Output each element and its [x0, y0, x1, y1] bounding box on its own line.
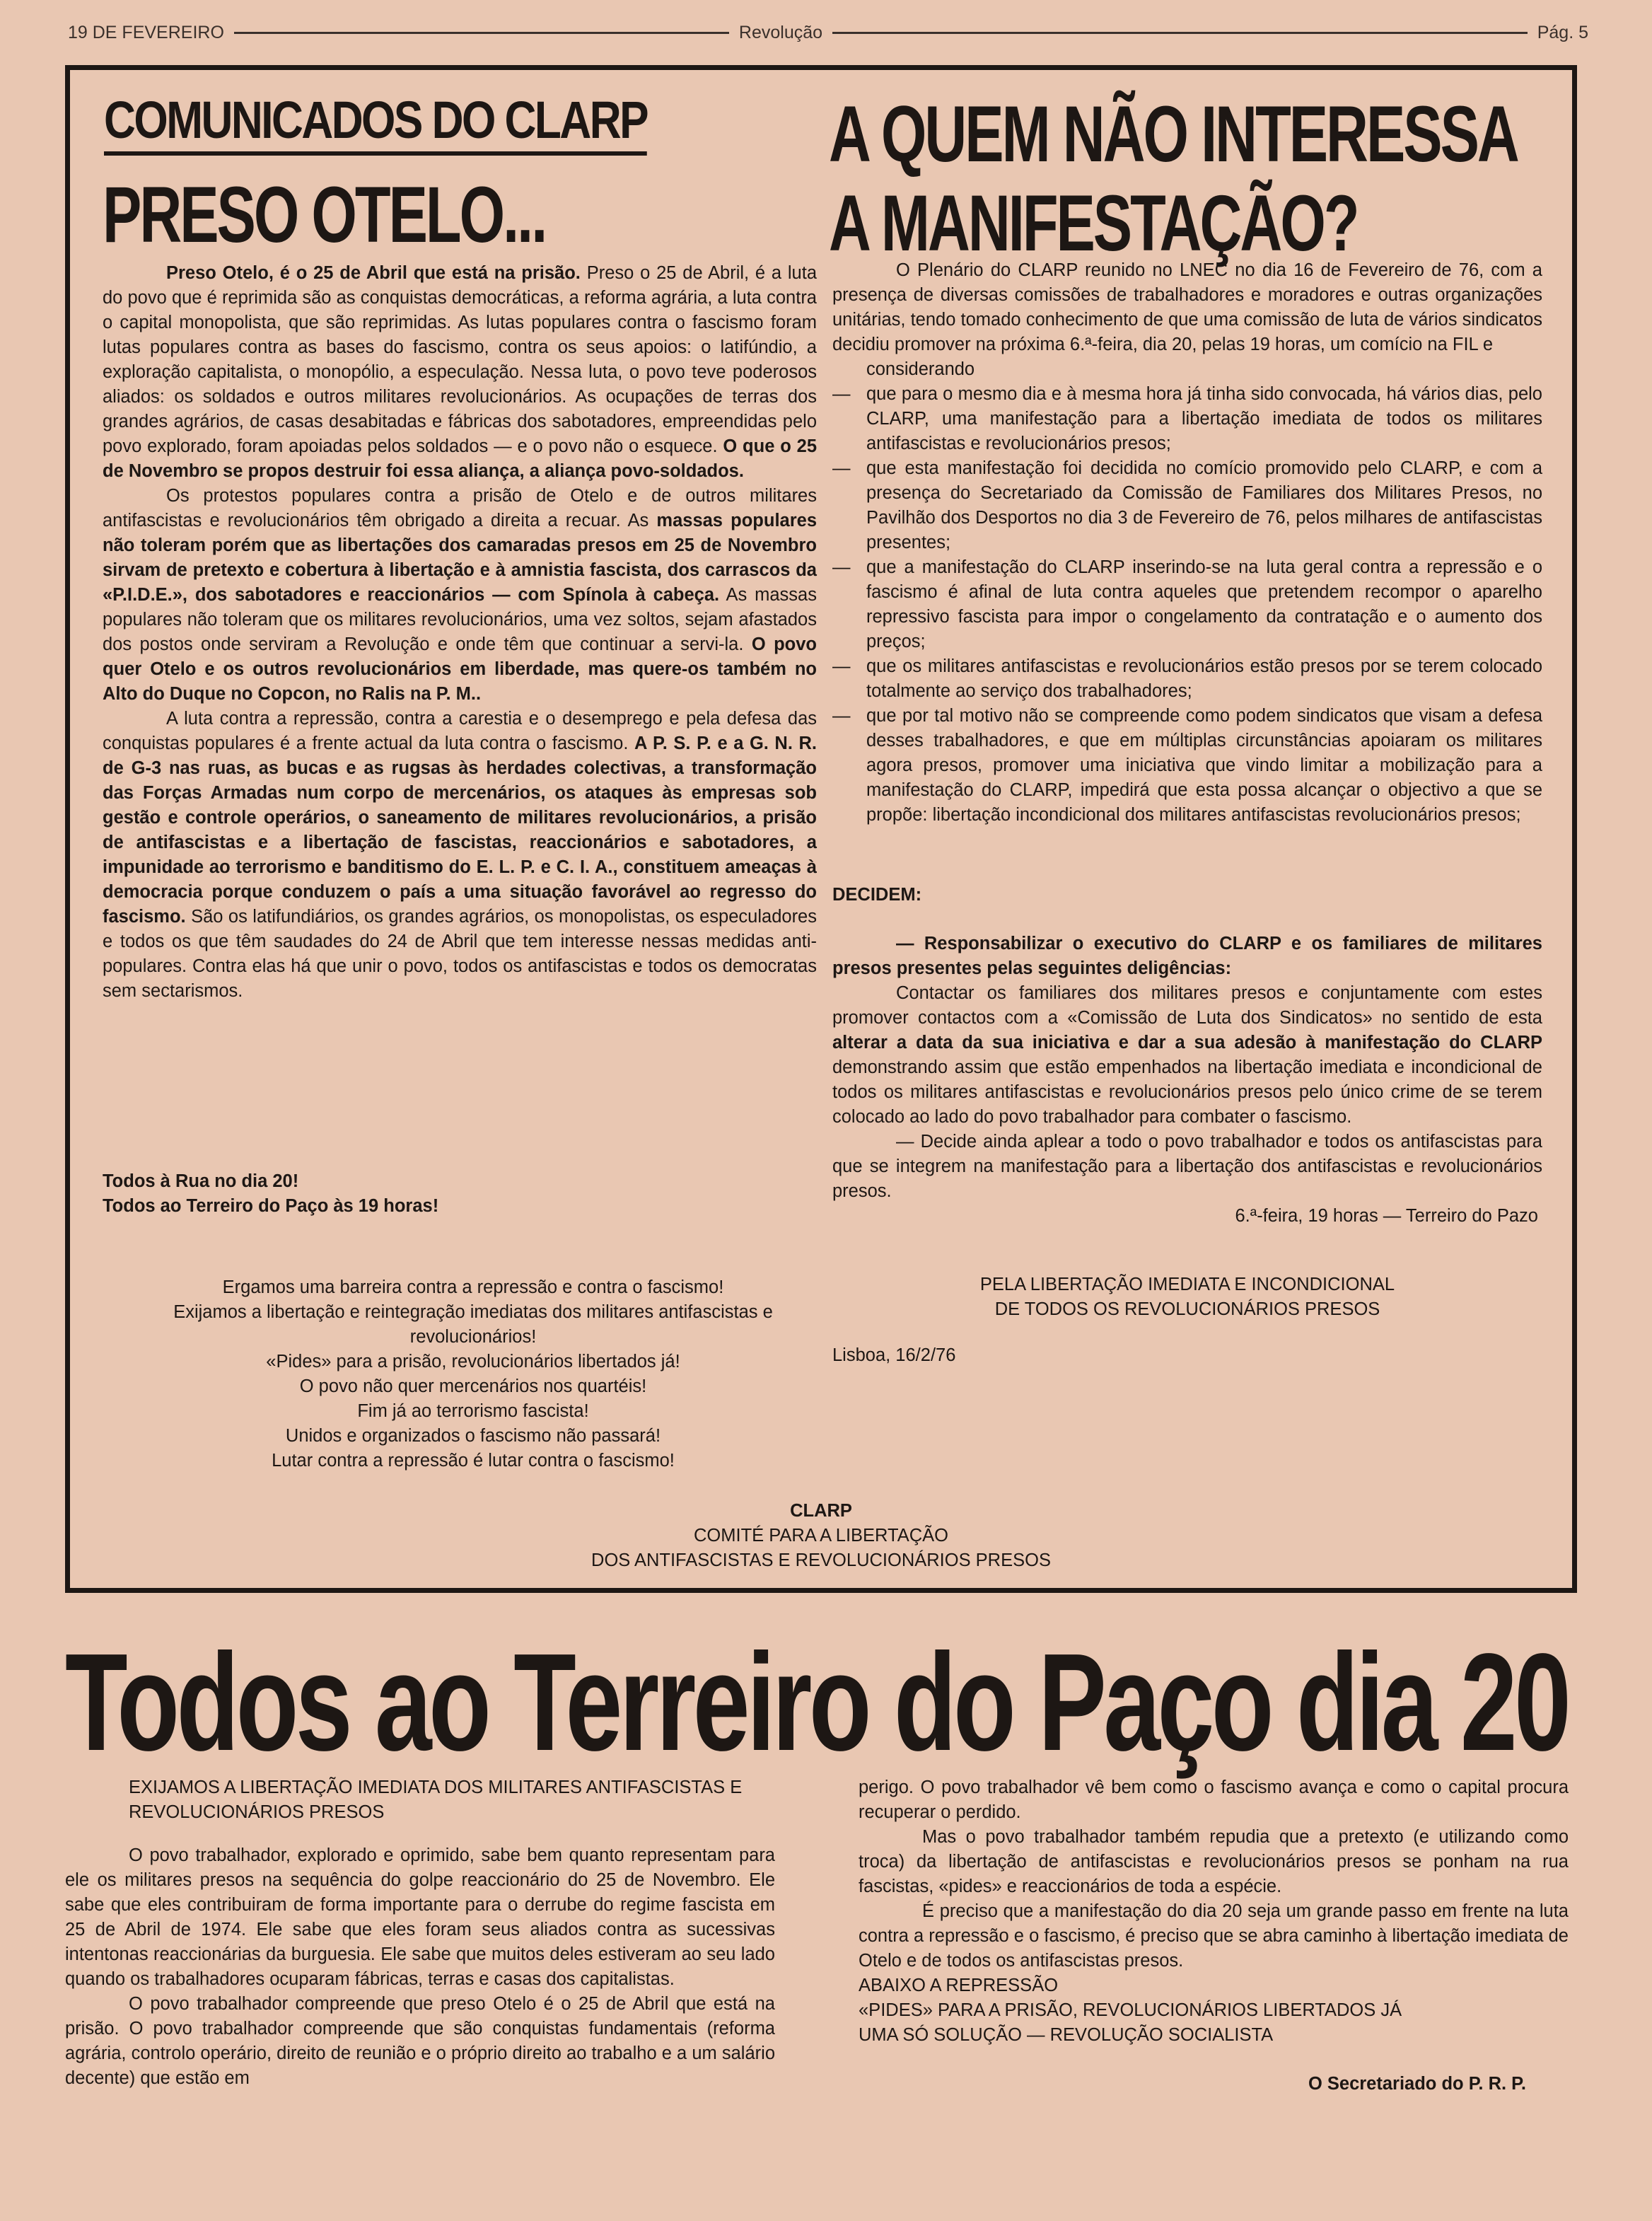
chant: O povo não quer mercenários nos quartéis! — [299, 1376, 647, 1396]
item-text: que para o mesmo dia e à mesma hora já tinha sido convocada, há vários dias, pelo CLARP, uma manifestação para a libertação imediata de todos os militares antifascistas e revolucionários presos; — [866, 384, 1542, 453]
header-rule — [234, 32, 729, 34]
decision-2: — Decide ainda aplear a todo o povo trabalhador e todos os antifascistas para que se integrem na manifestação para a libertação dos antifascistas e revolucionários presos. — [832, 1132, 1542, 1201]
considerando-item: — que esta manifestação foi decidida no comício promovido pelo CLARP, e com a presença do Secretariado da Comissão de Familiares dos Militares Presos, no Pavilhão dos Desportos no dia 3 de Fevereiro de 76, pelos milhares de antifascistas presentes; — [832, 458, 1542, 552]
text-run: A luta contra a repressão, contra a carestia e o desemprego e pela defesa das conquistas populares é a frente actual da luta contra o fascismo. — [103, 709, 817, 753]
chant: Exijamos a libertação e reintegração imediatas dos militares antifascistas e revolucionários! — [173, 1302, 773, 1347]
chant: Unidos e organizados o fascismo não passará! — [285, 1426, 661, 1446]
right-headline-line1: A QUEM NÃO INTERESSA — [829, 90, 1518, 178]
signature-line: COMITÉ PARA A LIBERTAÇÃO — [694, 1526, 948, 1546]
considerando-label: considerando — [866, 359, 975, 379]
paragraph: Mas o povo trabalhador também repudia que a pretexto (e utilizando como troca) da libertação de antifascistas e revolucionários presos se ponham na rua fascistas, «pides» e reaccionários de toda a espécie. — [859, 1827, 1569, 1896]
item-text: que a manifestação do CLARP inserindo-se na luta geral contra a repressão e o fascismo é afinal de luta contra aqueles que pretendem recompor o aparelho repressivo fascista para impor o congelamento da contratação e o aumento dos preços; — [866, 557, 1542, 651]
lower-headline: Todos ao Terreiro do Paço dia 20 — [65, 1625, 1569, 1780]
lower-left-column — [65, 1775, 775, 2091]
paragraph — [103, 261, 817, 484]
bold-run: Preso Otelo, é o 25 de Abril que está na prisão. — [166, 263, 581, 283]
bold-run: massas populares não toleram porém que as libertações dos camaradas presos em 25 de Novembro sirvam de pretexto e cobertura à libertação e à amnistia fascista, dos carrascos da «P.I.D.E.», dos sabotadores e reaccionários — com Spínola à cabeça. — [103, 511, 818, 605]
bold-run: A P. S. P. e a G. N. R. de G-3 nas ruas, as bucas e as rugsas às herdades colectivas, a transformação das Forças Armadas num corpo de mercenários, os ataques às empresas sob gestão e controle operários, o saneamento de militares revolucionários, a prisão de antifascistas e a libertação de fascistas, reaccionários e sabotadores, a impunidade ao terrorismo e banditismo do E. L. P. e C. I. A., constituem ameaças à democracia porque conduzem o país a uma situação favorável ao regresso do fascismo. — [103, 733, 817, 927]
paragraph: O povo trabalhador, explorado e oprimido, sabe bem quanto representam para ele os militares presos na sequência do golpe reaccionário do 25 de Novembro. Ele sabe que eles contribuiram de forma importante para o derrube do regime fascista em 25 de Abril de 1974. Ele sabe que eles foram seus aliados contra as sucessivas intentonas reaccionárias da burguesia. Ele sabe que muitos deles estiveram ao seu lado quando os trabalhadores ocuparam fábricas, terras e casas dos capitalistas. — [65, 1845, 775, 1989]
bold-run: O povo quer Otelo e os outros revolucionários em liberdade, mas quere-os também no Alto do Duque no Copcon, no Ralis na P. M.. — [103, 634, 817, 704]
paragraph: O povo trabalhador compreende que preso Otelo é o 25 de Abril que está na prisão. O povo trabalhador compreende que são conquistas fundamentais (reforma agrária, controlo operário, direito de reunião e o próprio direito ao trabalho e a um salário decente) que estão em — [65, 1994, 775, 2088]
slogan-line: PELA LIBERTAÇÃO IMEDIATA E INCONDICIONAL — [979, 1275, 1395, 1294]
item-text: que os militares antifascistas e revolucionários estão presos por se terem colocado totalmente ao serviço dos trabalhadores; — [866, 656, 1542, 701]
chants-list — [148, 1275, 798, 1473]
text-run: São os latifundiários, os grandes agrários, os monopolistas, os especuladores e todos os que têm saudades do 24 de Abril que tem interesse nessas medidas anti-populares. Contra elas há que unir o povo, todos os antifascistas e todos os democratas sem sectarismos. — [103, 907, 817, 1001]
rally-line: Todos à Rua no dia 20! — [103, 1171, 299, 1191]
considerando-item: — que para o mesmo dia e à mesma hora já tinha sido convocada, há vários dias, pelo CLARP, uma manifestação para a libertação imediata de todos os militares antifascistas e revolucionários presos; — [832, 384, 1542, 453]
section-kicker: COMUNICADOS DO CLARP — [104, 90, 647, 156]
header-paper-name: Revolução — [738, 22, 823, 42]
text-run: Os protestos populares contra a prisão de Otelo e de outros militares antifascistas e revolucionários têm obrigado a direita a recuar. As — [103, 486, 817, 530]
place-date: Lisboa, 16/2/76 — [832, 1345, 956, 1365]
header-page-number: Pág. 5 — [1537, 22, 1588, 42]
left-column — [103, 261, 817, 1004]
paragraph — [103, 707, 817, 1004]
clarp-box — [65, 65, 1577, 1593]
time-place: 6.ª-feira, 19 horas — Terreiro do Pazo — [1235, 1206, 1538, 1226]
signature-line: DOS ANTIFASCISTAS E REVOLUCIONÁRIOS PRESOS — [591, 1550, 1051, 1570]
slogan-line: UMA SÓ SOLUÇÃO — REVOLUÇÃO SOCIALISTA — [859, 2025, 1274, 2045]
decision-1-body — [832, 981, 1542, 1130]
intro-paragraph: O Plenário do CLARP reunido no LNEC no dia 16 de Fevereiro de 76, com a presença de diversas comissões de trabalhadores e moradores e outras organizações unitárias, tendo tomado conhecimento de que uma comissão de luta de vários sindicatos decidiu promover na próxima 6.ª-feira, dia 20, pelas 19 horas, um comício na FIL e — [832, 260, 1542, 354]
left-headline: PRESO OTELO... — [103, 170, 546, 259]
text-run: Contactar os familiares dos militares presos e conjuntamente com estes promover contactos com a «Comissão de Luta dos Sindicatos» no sentido de esta — [832, 983, 1542, 1028]
chant: «Pides» para a prisão, revolucionários libertados já! — [266, 1352, 680, 1372]
paragraph — [103, 484, 817, 707]
header-date: 19 DE FEVEREIRO — [68, 22, 224, 42]
text-run: Preso o 25 de Abril, é a luta do povo que é reprimida são as conquistas democráticas, a reforma agrária, a luta contra o capital monopolista, que são reprimidas. As lutas populares contra o fascismo foram lutas populares contra as bases do fascismo, contra os seus apoios: o latifúndio, a exploração capitalista, o monopólio, a especulação. Nessa luta, o povo teve poderosos aliados: os soldados e outros militares revolucionários. As ocupações de terras dos grandes agrários, de casas desabitadas e fábricas dos sabotadores, empreendidas pelo povo explorado, foram apoiadas pelos soldados — e o povo não o esquece. — [103, 263, 818, 456]
text-run: demonstrando assim que estão empenhados na libertação imediata e incondicional de todos os militares antifascistas e revolucionários presos pelo único crime de se terem colocado ao lado do povo trabalhador para combater o fascismo. — [832, 1057, 1542, 1127]
considerando-item: — que por tal motivo não se compreende como podem sindicatos que visam a defesa desses trabalhadores, e que em múltiplas circunstâncias apoiaram os militares agora presos, promover uma iniciativa que vindo limitar a mobilização para a manifestação do CLARP, impedirá que esta possa alcançar o objectivo a que se propõe: libertação incondicional dos militares antifascistas revolucionários presos; — [832, 706, 1542, 825]
lower-subtitle: EXIJAMOS A LIBERTAÇÃO IMEDIATA DOS MILITARES ANTIFASCISTAS E REVOLUCIONÁRIOS PRESOS — [129, 1778, 743, 1822]
right-headline-line2: A MANIFESTAÇÃO? — [829, 179, 1358, 267]
decision-1-heading: — Responsabilizar o executivo do CLARP e os familiares de militares presos presentes pelas seguintes deligências: — [832, 934, 1542, 978]
rally-line: Todos ao Terreiro do Paço às 19 horas! — [103, 1196, 439, 1216]
right-column — [832, 258, 1542, 1368]
slogan-line: DE TODOS OS REVOLUCIONÁRIOS PRESOS — [994, 1299, 1380, 1319]
bold-run: alterar a data da sua iniciativa e dar a sua adesão à manifestação do CLARP — [832, 1033, 1542, 1052]
rally-call — [103, 1169, 796, 1219]
text-run: As massas populares não toleram que os militares revolucionários, uma vez soltos, sejam afastados dos postos onde serviram a Revolução e onde têm que continuar a servi-la. — [103, 585, 817, 654]
header-rule — [832, 32, 1528, 34]
lower-right-column — [859, 1775, 1569, 2097]
chant: Ergamos uma barreira contra a repressão e contra o fascismo! — [222, 1277, 724, 1297]
bold-run: O que o 25 de Novembro se propos destruir foi essa aliança, a aliança povo-soldados. — [103, 436, 817, 481]
slogan-line: ABAIXO A REPRESSÃO — [859, 1976, 1059, 1995]
paragraph: perigo. O povo trabalhador vê bem como o fascismo avança e como o capital procura recuperar o perdido. — [859, 1778, 1569, 1822]
item-text: que por tal motivo não se compreende como podem sindicatos que visam a defesa desses trabalhadores, e que em múltiplas circunstâncias apoiaram os militares agora presos, promover uma iniciativa que vindo limitar a mobilização para a manifestação do CLARP, impedirá que esta possa alcançar o objectivo a que se propõe: libertação incondicional dos militares antifascistas revolucionários presos; — [866, 706, 1542, 825]
signature-org: CLARP — [790, 1501, 852, 1521]
chant: Fim já ao terrorismo fascista! — [357, 1401, 589, 1421]
paragraph: É preciso que a manifestação do dia 20 seja um grande passo em frente na luta contra a repressão e o fascismo, é preciso que se abra caminho à libertação imediata de Otelo e de todos os antifascistas presos. — [859, 1901, 1569, 1971]
clarp-signature — [70, 1499, 1572, 1573]
running-header — [68, 18, 1588, 47]
decidem-label: DECIDEM: — [832, 885, 922, 905]
considerando-item: — que a manifestação do CLARP inserindo-se na luta geral contra a repressão e o fascismo é afinal de luta contra aqueles que pretendem recompor o aparelho repressivo fascista para impor o congelamento da contratação e o aumento dos preços; — [832, 557, 1542, 651]
item-text: que esta manifestação foi decidida no comício promovido pelo CLARP, e com a presença do Secretariado da Comissão de Familiares dos Militares Presos, no Pavilhão dos Desportos no dia 3 de Fevereiro de 76, pelos milhares de antifascistas presentes; — [866, 458, 1542, 552]
chant: Lutar contra a repressão é lutar contra o fascismo! — [272, 1451, 675, 1471]
slogan-line: «PIDES» PARA A PRISÃO, REVOLUCIONÁRIOS LIBERTADOS JÁ — [859, 2000, 1402, 2020]
lower-signature: O Secretariado do P. R. P. — [1308, 2074, 1526, 2094]
considerando-item: — que os militares antifascistas e revolucionários estão presos por se terem colocado totalmente ao serviço dos trabalhadores; — [832, 656, 1542, 701]
